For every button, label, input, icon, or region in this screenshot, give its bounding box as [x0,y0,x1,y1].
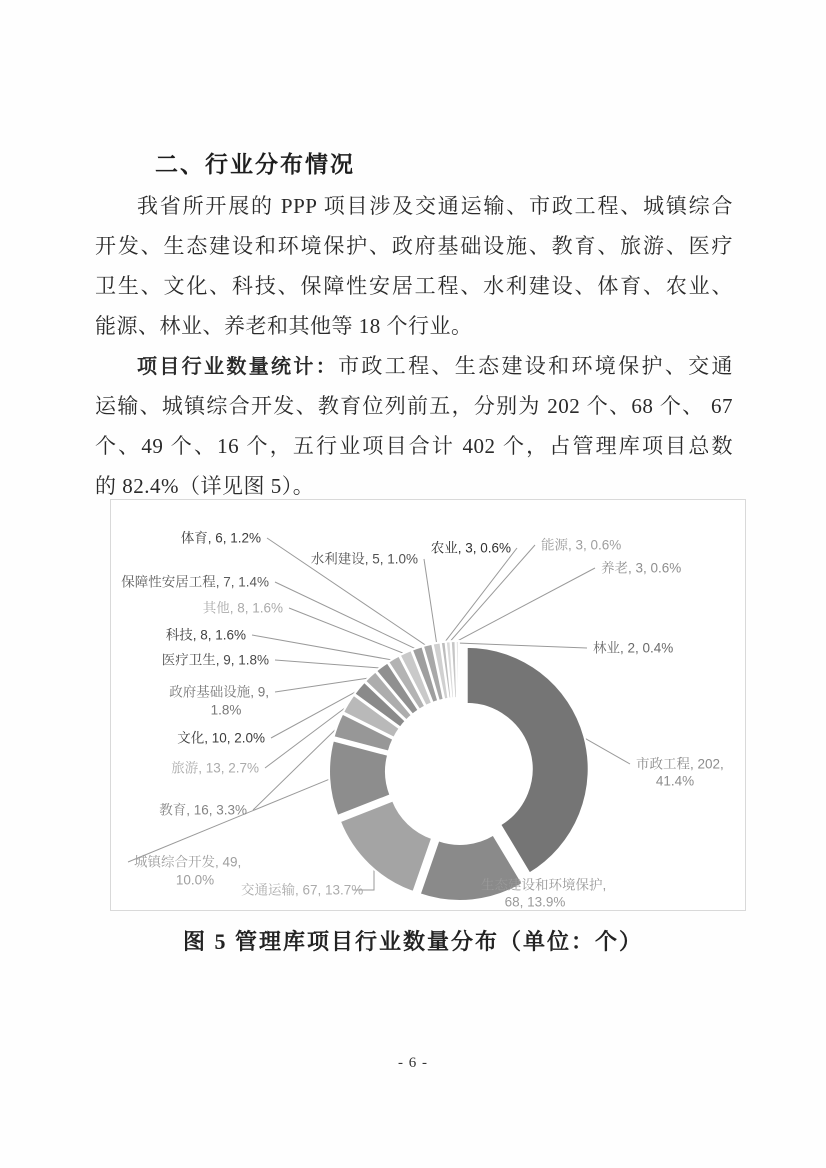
section-heading: 二、行业分布情况 [155,151,355,177]
label-leader-line [424,559,437,645]
slice-label: 医疗卫生, 9, 1.8% [161,652,269,668]
slice-label: 教育, 16, 3.3% [159,802,247,818]
body-line [95,346,733,386]
label-leader-line [289,608,406,654]
label-leader-line [443,548,517,644]
slice-label: 旅游, 13, 2.7% [171,760,259,776]
bold-lead-in: 项目行业数量统计： [137,356,339,378]
label-leader-line [448,545,535,643]
donut-chart-svg [111,500,745,910]
label-leader-line [275,660,383,668]
slice-label: 能源, 3, 0.6% [541,537,622,553]
body-line: 开发、生态建设和环境保护、政府基础设施、教育、旅游、医疗 [95,234,733,258]
body-line: 我省所开展的 PPP 项目涉及交通运输、市政工程、城镇综合 [137,194,733,218]
slice-label: 文化, 10, 2.0% [177,730,265,746]
body-line-text: 市政工程、生态建设和环境保护、交通 [338,354,734,378]
body-line: 个、49 个、16 个，五行业项目合计 402 个，占管理库项目总数 [95,434,733,458]
slice-label: 交通运输, 67, 13.7% [241,882,364,898]
slice-label-line2: 41.4% [655,773,695,789]
paragraph-industries [95,186,733,346]
label-leader-line [252,635,395,660]
page-number: - 6 - [398,1055,428,1071]
slice-label: 水利建设, 5, 1.0% [310,551,418,567]
industry-donut-chart [110,499,746,911]
slice-label: 生态建设和环境保护, [481,877,607,893]
label-leader-line [128,778,331,862]
slice-label-line2: 1.8% [210,702,242,718]
body-line: 的 82.4%（详见图 5）。 [95,474,315,498]
figure-caption: 图 5 管理库项目行业数量分布（单位：个） [182,929,643,954]
slice-label: 政府基础设施, 9, [169,684,269,700]
slice-label: 其他, 8, 1.6% [202,600,283,616]
pie-slice [456,641,459,698]
slice-label: 农业, 3, 0.6% [430,540,511,556]
body-line: 卫生、文化、科技、保障性安居工程、水利建设、体育、农业、 [95,274,733,298]
label-leader-line [253,726,339,810]
slice-label: 养老, 3, 0.6% [601,560,682,576]
body-line: 运输、城镇综合开发、教育位列前五，分别为 202 个、68 个、 67 [95,394,733,418]
slice-label-line2: 10.0% [175,872,215,888]
slice-label: 市政工程, 202, [636,756,724,772]
slice-label: 保障性安居工程, 7, 1.4% [121,574,269,590]
pie-slice [340,800,432,892]
slice-label: 科技, 8, 1.6% [165,627,246,643]
paragraph-statistics [95,346,733,506]
body-line: 能源、林业、养老和其他等 18 个行业。 [95,314,473,338]
slice-label: 城镇综合开发, 49, [134,854,242,870]
slice-label: 体育, 6, 1.2% [180,530,261,546]
slice-label-line2: 68, 13.9% [504,894,566,910]
label-leader-line [453,568,595,643]
slice-label: 林业, 2, 0.4% [593,640,674,656]
